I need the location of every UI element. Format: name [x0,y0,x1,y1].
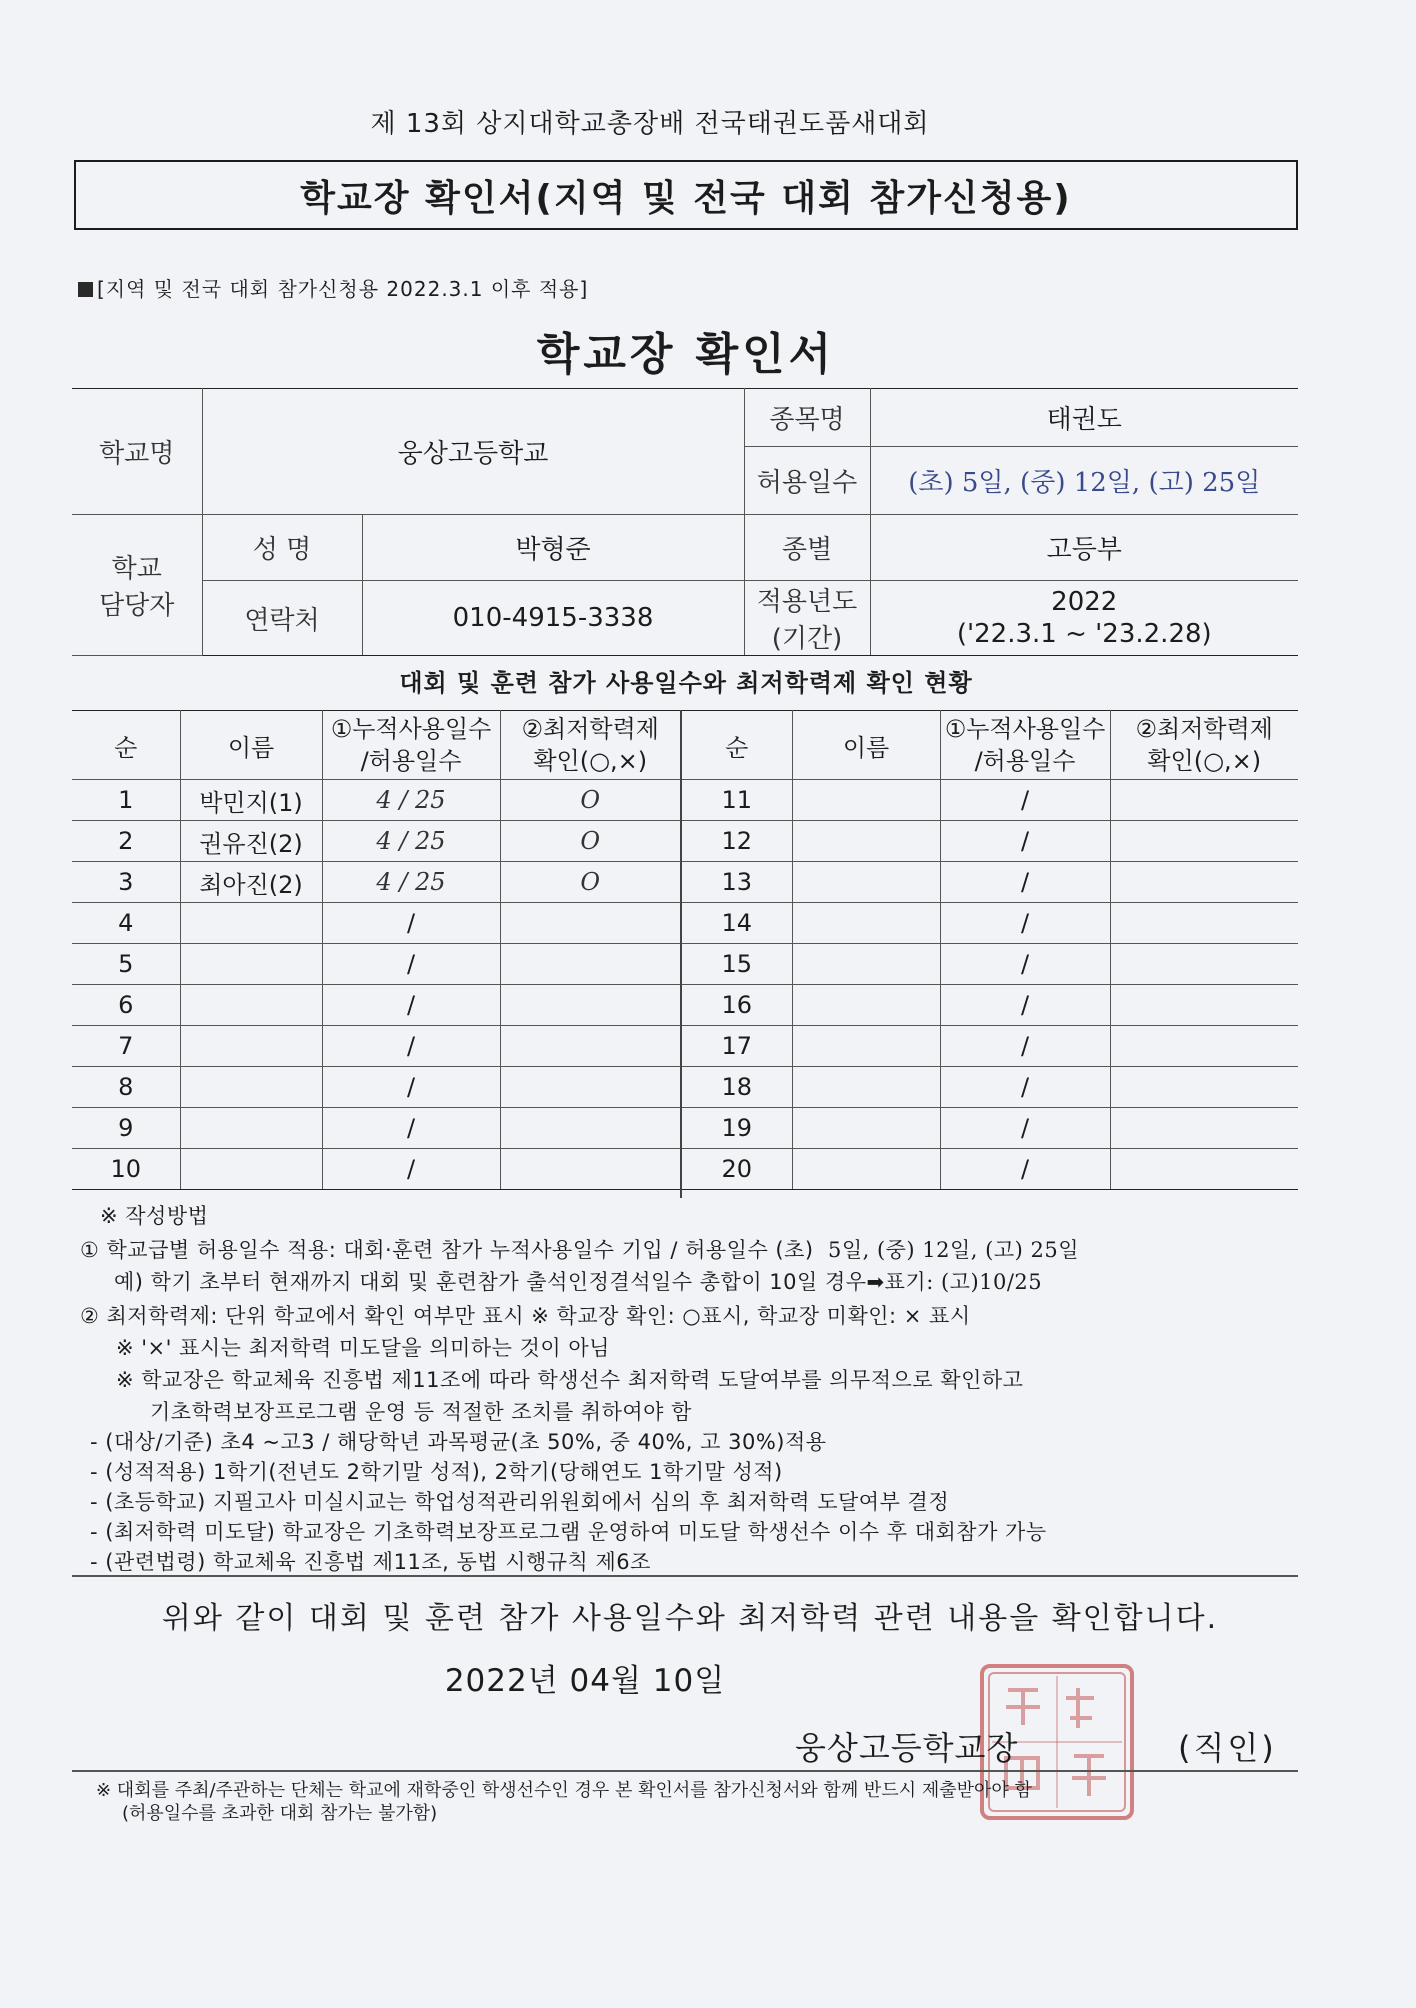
row-check [1110,1067,1298,1108]
header-days-line1: ①누적사용일수 [944,715,1106,743]
row-days: / [940,1108,1110,1149]
row-name [792,780,940,821]
note-8: - (초등학교) 지필고사 미실시교는 학업성적관리위원회에서 심의 후 최저학력 도달여부 결정 [90,1490,950,1514]
row-name [792,903,940,944]
row-check [1110,985,1298,1026]
table-row [72,985,680,1026]
row-check [500,1149,680,1190]
row-number: 9 [72,1108,180,1149]
row-number: 1 [72,780,180,821]
row-check [500,985,680,1026]
status-table-left [72,710,680,1190]
row-number: 10 [72,1149,180,1190]
row-days: / [940,1149,1110,1190]
applicability-text: [지역 및 전국 대회 참가신청용 2022.3.1 이후 적용] [97,277,589,301]
row-number: 17 [682,1026,792,1067]
row-days: / [322,985,500,1026]
row-name [792,1108,940,1149]
row-check [500,1067,680,1108]
row-number: 7 [72,1026,180,1067]
row-days: / [940,985,1110,1026]
row-check [500,944,680,985]
row-number: 16 [682,985,792,1026]
manager-label [72,515,202,656]
note-1-example [114,1266,1042,1296]
contact-value: 010-4915-3338 [362,581,744,656]
table-row [682,780,1298,821]
row-name [180,1026,322,1067]
table-row [682,821,1298,862]
table-row [72,821,680,862]
row-days: / [940,944,1110,985]
row-days: / [940,780,1110,821]
note-2: ② 최저학력제: 단위 학교에서 확인 여부만 표시 ※ 학교장 확인: ○표시, 학교장 미확인: × 표시 [80,1304,971,1328]
year-label [744,581,870,656]
row-name [792,1067,940,1108]
table-row [72,903,680,944]
header-min-line1: ②최저학력제 [1135,715,1273,743]
note-10: - (관련법령) 학교체육 진흥법 제11조, 동법 시행규칙 제6조 [90,1550,651,1574]
header-min-line1: ②최저학력제 [521,715,659,743]
row-name [180,1149,322,1190]
row-name: 박민지(1) [180,780,322,821]
row-days: 4 / 25 [322,821,500,862]
row-number: 12 [682,821,792,862]
row-check: O [500,862,680,903]
document-heading: 학교장 확인서 [536,329,836,380]
header-no: 순 [682,711,792,780]
row-check [500,903,680,944]
row-number: 8 [72,1067,180,1108]
row-days: / [940,862,1110,903]
row-number: 19 [682,1108,792,1149]
row-check [1110,821,1298,862]
header-min-academic [500,711,680,780]
row-days: / [940,1026,1110,1067]
header-days-line1: ①누적사용일수 [330,715,492,743]
row-days: 4 / 25 [322,862,500,903]
divider-line [72,1575,1298,1577]
row-check [1110,903,1298,944]
issue-date: 2022년 04월 10일 [444,1663,726,1699]
row-check [1110,1108,1298,1149]
row-number: 11 [682,780,792,821]
row-name [180,944,322,985]
header-name: 이름 [180,711,322,780]
header-days-line2: /허용일수 [360,747,462,775]
school-name-value: 웅상고등학교 [202,389,744,515]
header-min-line2: 확인(○,×) [533,747,648,775]
footnote-1: ※ 대회를 주최/주관하는 단체는 학교에 재학중인 학생선수인 경우 본 확인서를 참가신청서와 함께 반드시 제출받아야 함 [96,1780,1032,1801]
table-row [682,1149,1298,1190]
row-name [792,862,940,903]
table-row [72,1108,680,1149]
divider-line [72,1770,1298,1772]
arrow-right-icon: ➡ [866,1270,885,1294]
row-number: 2 [72,821,180,862]
row-number: 18 [682,1067,792,1108]
footnote-2: (허용일수를 초과한 대회 참가는 불가함) [122,1803,438,1824]
note-1-example-text: 예) 학기 초부터 현재까지 대회 및 훈련참가 출석인정결석일수 총합이 10일 경우 [114,1270,867,1294]
row-number: 3 [72,862,180,903]
header-days [940,711,1110,780]
notes-heading: ※ 작성방법 [100,1204,209,1228]
table-row [72,862,680,903]
row-name [792,985,940,1026]
header-min-academic [1110,711,1298,780]
note-3: ※ '×' 표시는 최저학력 미도달을 의미하는 것이 아님 [116,1336,610,1360]
school-name-label: 학교명 [72,389,202,515]
row-name: 권유진(2) [180,821,322,862]
row-days: / [322,1108,500,1149]
row-number: 13 [682,862,792,903]
table-row [72,1026,680,1067]
row-days: / [940,903,1110,944]
year-label-line1: 적용년도 [756,587,858,617]
division-label: 종별 [744,515,870,581]
row-check: O [500,821,680,862]
table-row [72,1149,680,1190]
table-row [682,862,1298,903]
note-5: 기초학력보장프로그램 운영 등 적절한 조치를 취하여야 함 [150,1400,692,1424]
row-name [180,903,322,944]
row-days: 4 / 25 [322,780,500,821]
row-check [500,1108,680,1149]
year-label-line2: (기간) [771,624,843,654]
table-row [682,1026,1298,1067]
allowed-days-label: 허용일수 [744,447,870,515]
year-value [870,581,1298,656]
name-label: 성 명 [202,515,362,581]
seal-label: (직인) [1178,1729,1277,1767]
row-check [500,1026,680,1067]
row-name [792,1026,940,1067]
row-check: O [500,780,680,821]
sport-label: 종목명 [744,389,870,447]
confirmation-statement: 위와 같이 대회 및 훈련 참가 사용일수와 최저학력 관련 내용을 확인합니다. [161,1601,1219,1636]
event-title: 제 13회 상지대학교총장배 전국태권도품새대회 [370,109,930,139]
applicability-note [78,273,588,302]
header-min-line2: 확인(○,×) [1147,747,1262,775]
row-days: / [322,944,500,985]
row-days: / [940,1067,1110,1108]
table-row [682,903,1298,944]
year-value-line1: 2022 [1051,587,1118,617]
note-1-allowed: 5일, (중) 12일, (고) 25일 [827,1238,1080,1262]
division-value: 고등부 [870,515,1298,581]
year-value-line2: ('22.3.1 ~ '23.2.28) [956,619,1212,649]
row-days: / [322,1149,500,1190]
status-table-title: 대회 및 훈련 참가 사용일수와 최저학력제 확인 현황 [399,669,973,697]
manager-label-line1: 학교 [111,554,162,584]
row-days: / [322,903,500,944]
header-days [322,711,500,780]
principal-name: 웅상고등학교장 [795,1729,1019,1767]
note-1-example-mark: 표기: (고)10/25 [884,1270,1043,1294]
table-row [72,1067,680,1108]
row-name [180,1067,322,1108]
row-name [792,1149,940,1190]
header-no: 순 [72,711,180,780]
note-7: - (성적적용) 1학기(전년도 2학기말 성적), 2학기(당해연도 1학기말 성적) [90,1460,783,1484]
sport-value: 태권도 [870,389,1298,447]
row-name: 최아진(2) [180,862,322,903]
row-number: 6 [72,985,180,1026]
note-4: ※ 학교장은 학교체육 진흥법 제11조에 따라 학생선수 최저학력 도달여부를 의무적으로 확인하고 [116,1368,1024,1392]
row-number: 4 [72,903,180,944]
allowed-days-value: (초) 5일, (중) 12일, (고) 25일 [870,447,1298,515]
school-info-table [72,388,1298,656]
header-days-line2: /허용일수 [974,747,1076,775]
table-row [682,944,1298,985]
row-name [792,821,940,862]
table-row [72,780,680,821]
row-number: 20 [682,1149,792,1190]
row-check [1110,862,1298,903]
row-days: / [322,1067,500,1108]
table-row [682,985,1298,1026]
row-name [792,944,940,985]
table-row [682,1108,1298,1149]
row-number: 5 [72,944,180,985]
table-row [72,944,680,985]
note-1-text: ① 학교급별 허용일수 적용: 대회·훈련 참가 누적사용일수 기입 / 허용일수 (초) [80,1238,814,1262]
note-1 [80,1234,1079,1264]
manager-name-value: 박형준 [362,515,744,581]
table-divider [680,710,682,1198]
note-6: - (대상/기준) 초4 ~고3 / 해당학년 과목평균(초 50%, 중 40%, 고 30%)적용 [90,1430,827,1454]
row-name [180,1108,322,1149]
row-name [180,985,322,1026]
note-9: - (최저학력 미도달) 학교장은 기초학력보장프로그램 운영하여 미도달 학생선수 이수 후 대회참가 가능 [90,1520,1047,1544]
manager-label-line2: 담당자 [99,591,175,621]
row-days: / [940,821,1110,862]
header-name: 이름 [792,711,940,780]
row-number: 15 [682,944,792,985]
row-check [1110,1026,1298,1067]
row-days: / [322,1026,500,1067]
contact-label: 연락처 [202,581,362,656]
row-number: 14 [682,903,792,944]
bullet-square-icon [78,282,93,297]
row-check [1110,780,1298,821]
status-table-right [682,710,1298,1190]
row-check [1110,1149,1298,1190]
table-row [682,1067,1298,1108]
row-check [1110,944,1298,985]
form-title: 학교장 확인서(지역 및 전국 대회 참가신청용) [74,160,1298,230]
